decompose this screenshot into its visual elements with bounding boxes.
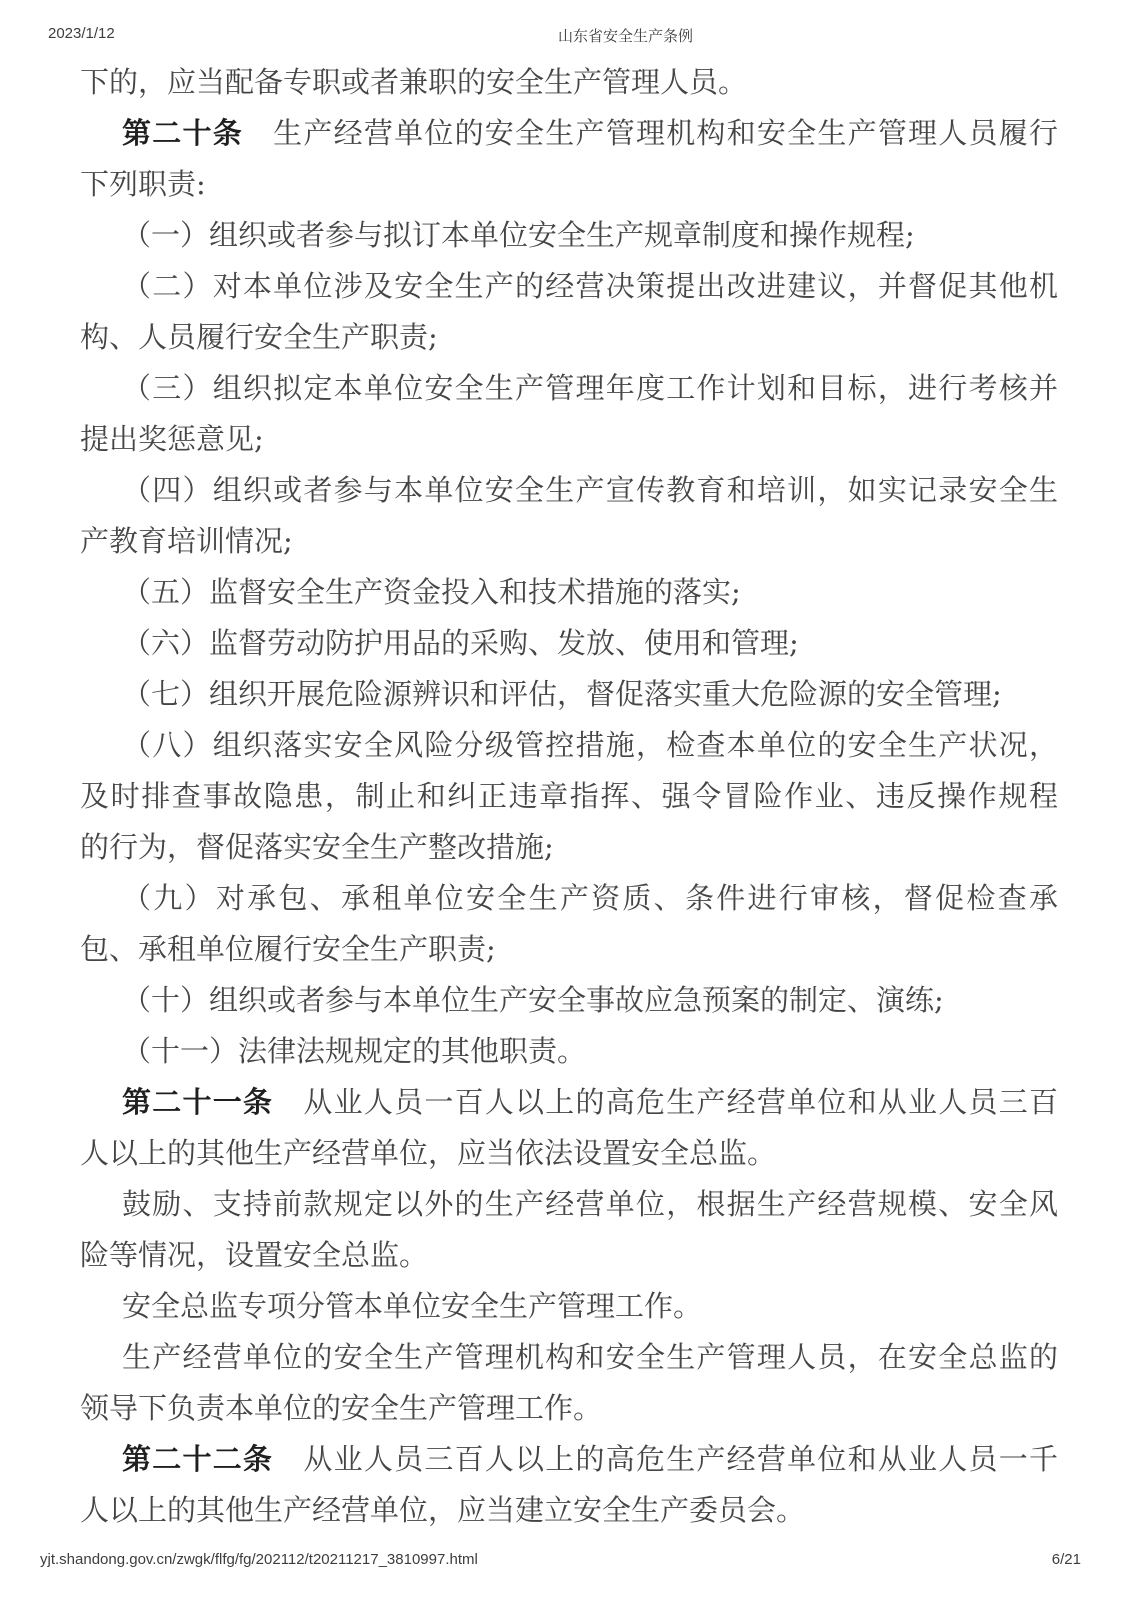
text-run: 鼓励、支持前款规定以外的生产经营单位，根据生产经营规模、安全风 <box>122 1187 1058 1221</box>
article-number: 第二十一条 <box>122 1085 274 1119</box>
text-line <box>80 312 1058 363</box>
text-run: 从业人员一百人以上的高危生产经营单位和从业人员三百 <box>273 1085 1058 1119</box>
text-line <box>80 669 1058 720</box>
text-run: 下列职责: <box>80 167 206 201</box>
article-number: 第二十条 <box>122 116 243 150</box>
text-line <box>80 414 1058 465</box>
text-run: （八）组织落实安全风险分级管控措施，检查本单位的安全生产状况， <box>122 728 1058 762</box>
print-header-document-title: 山东省安全生产条例 <box>558 28 694 45</box>
text-run: 构、人员履行安全生产职责; <box>80 320 438 354</box>
text-line <box>80 873 1058 924</box>
article-number: 第二十二条 <box>122 1442 274 1476</box>
text-run: 下的，应当配备专职或者兼职的安全生产管理人员。 <box>80 65 748 99</box>
text-line <box>80 159 1058 210</box>
text-line <box>80 465 1058 516</box>
text-run: 人以上的其他生产经营单位，应当依法设置安全总监。 <box>80 1136 777 1170</box>
document-body <box>80 57 1058 1536</box>
text-line <box>80 210 1058 261</box>
text-run: 及时排查事故隐患，制止和纠正违章指挥、强令冒险作业、违反操作规程 <box>80 779 1058 813</box>
text-line <box>80 57 1058 108</box>
text-run: 人以上的其他生产经营单位，应当建立安全生产委员会。 <box>80 1493 806 1527</box>
text-line <box>80 618 1058 669</box>
text-run: 提出奖惩意见; <box>80 422 264 456</box>
text-run: （四）组织或者参与本单位安全生产宣传教育和培训，如实记录安全生 <box>122 473 1058 507</box>
text-run: 包、承租单位履行安全生产职责; <box>80 932 496 966</box>
text-line <box>80 261 1058 312</box>
text-line <box>80 1485 1058 1536</box>
text-run: （三）组织拟定本单位安全生产管理年度工作计划和目标，进行考核并 <box>122 371 1058 405</box>
text-line <box>80 1281 1058 1332</box>
text-run: （一）组织或者参与拟订本单位安全生产规章制度和操作规程; <box>122 218 915 252</box>
text-run: 险等情况，设置安全总监。 <box>80 1238 429 1272</box>
text-line <box>80 1179 1058 1230</box>
text-run: （十一）法律法规规定的其他职责。 <box>122 1034 587 1068</box>
text-run: 生产经营单位的安全生产管理机构和安全生产管理人员履行 <box>242 116 1058 150</box>
text-line <box>80 1332 1058 1383</box>
text-run: 生产经营单位的安全生产管理机构和安全生产管理人员，在安全总监的 <box>122 1340 1058 1374</box>
text-run: （五）监督安全生产资金投入和技术措施的落实; <box>122 575 741 609</box>
text-run: （九）对承包、承租单位安全生产资质、条件进行审核，督促检查承 <box>122 881 1058 915</box>
print-footer-page-number: 6/21 <box>1051 1551 1081 1568</box>
text-line <box>80 720 1058 771</box>
print-footer-source-url: yjt.shandong.gov.cn/zwgk/flfg/fg/202112/t20211217_3810997.html <box>40 1551 478 1568</box>
text-run: 安全总监专项分管本单位安全生产管理工作。 <box>122 1289 703 1323</box>
text-line <box>80 1434 1058 1485</box>
text-line <box>80 975 1058 1026</box>
text-line <box>80 822 1058 873</box>
text-run: （七）组织开展危险源辨识和评估，督促落实重大危险源的安全管理; <box>122 677 1002 711</box>
text-line <box>80 567 1058 618</box>
print-header-date: 2023/1/12 <box>48 25 115 42</box>
text-run: 领导下负责本单位的安全生产管理工作。 <box>80 1391 603 1425</box>
text-line <box>80 924 1058 975</box>
text-run: 从业人员三百人以上的高危生产经营单位和从业人员一千 <box>273 1442 1058 1476</box>
text-run: 的行为，督促落实安全生产整改措施; <box>80 830 554 864</box>
text-line <box>80 1383 1058 1434</box>
text-line <box>80 1026 1058 1077</box>
text-line <box>80 1128 1058 1179</box>
text-line <box>80 771 1058 822</box>
text-line <box>80 108 1058 159</box>
text-run: 产教育培训情况; <box>80 524 293 558</box>
text-run: （六）监督劳动防护用品的采购、发放、使用和管理; <box>122 626 799 660</box>
text-run: （十）组织或者参与本单位生产安全事故应急预案的制定、演练; <box>122 983 944 1017</box>
text-line <box>80 516 1058 567</box>
text-line <box>80 1077 1058 1128</box>
text-run: （二）对本单位涉及安全生产的经营决策提出改进建议，并督促其他机 <box>122 269 1058 303</box>
text-line <box>80 363 1058 414</box>
text-line <box>80 1230 1058 1281</box>
